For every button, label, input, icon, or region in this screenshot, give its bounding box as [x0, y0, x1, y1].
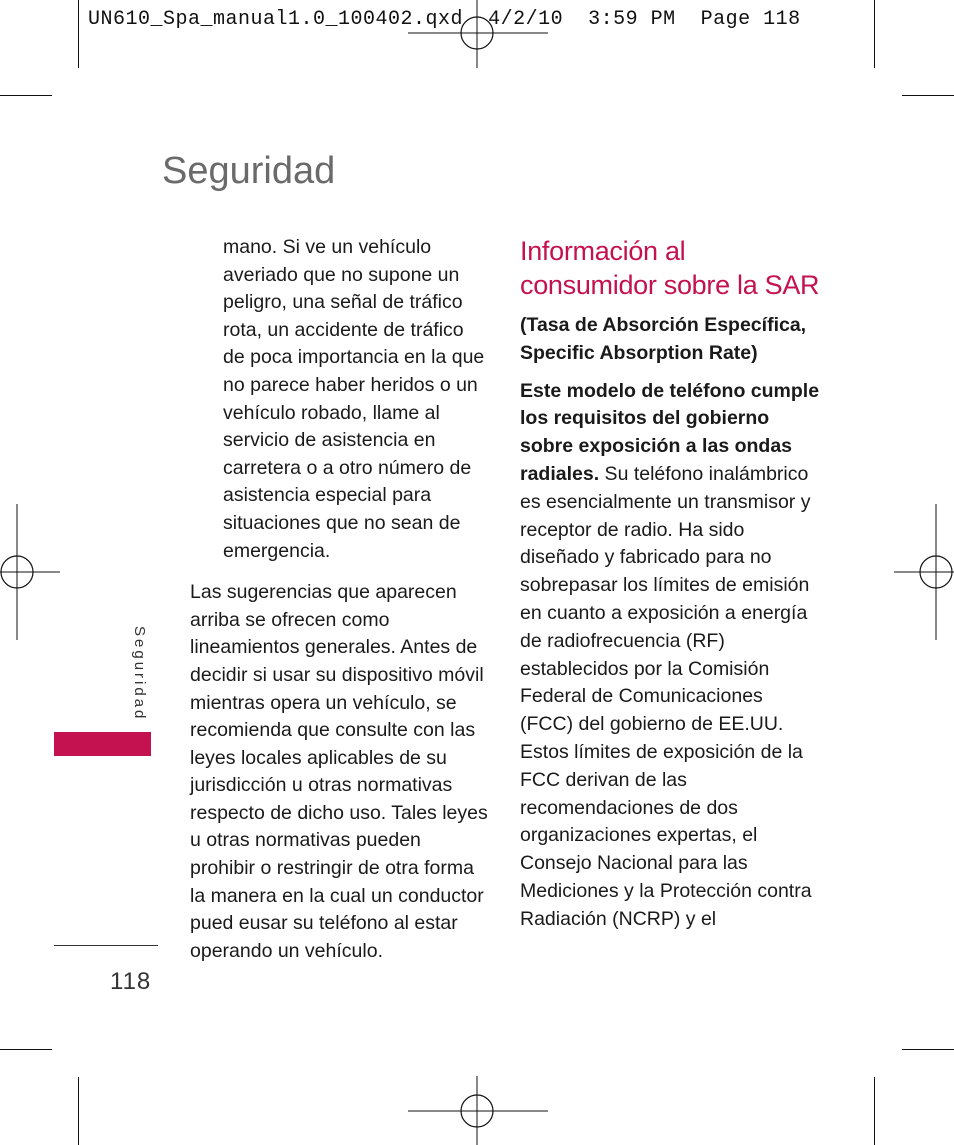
registration-mark-bottom-icon — [408, 1076, 548, 1145]
sar-body-text: Su teléfono inalámbrico es esencialmente un transmisor y receptor de radio. Ha sido diseñado y fabricado para no sobrepasar los límites de emisión en cuanto a exposición a energía de radiofrecuencia (RF) establecidos por la Comisión Federal de Comunicaciones (FCC) del gobierno de EE.UU. Estos límites de exposición de la FCC derivan de las recomendaciones de dos organizaciones expertas, el Consejo Nacional para las Mediciones y la Protección contra Radiación (NCRP) y el — [520, 462, 812, 930]
crop-mark-top-right-h — [902, 95, 954, 96]
page-title: Seguridad — [162, 150, 336, 192]
page-number-rule — [54, 945, 158, 946]
print-slug: UN610_Spa_manual1.0_100402.qxd 4/2/10 3:59 PM Page 118 — [88, 8, 801, 31]
registration-mark-right-icon — [894, 504, 954, 640]
sar-lead-text: Este modelo de teléfono cumple los requisitos del gobierno sobre exposición a las ondas radiales. — [520, 379, 820, 485]
crop-mark-bottom-right-h — [902, 1049, 954, 1050]
side-section-tab — [54, 732, 151, 756]
side-section-label: Seguridad — [131, 626, 148, 722]
continuation-text: mano. Si ve un vehículo averiado que no supone un peligro, una señal de tráfico rota, un accidente de tráfico de poca importancia en la que no parece haber heridos o un vehículo robado, llame al servicio de asistencia en carretera o a otro número de asistencia especial para situaciones que no sean de emergencia. — [223, 236, 485, 562]
page-number: 118 — [110, 968, 152, 995]
registration-mark-top-icon — [408, 0, 548, 70]
guidelines-paragraph: Las sugerencias que aparecen arriba se ofrecen como lineamientos generales. Antes de decidir si usar su dispositivo móvil mientras opera un vehículo, se recomienda que consulte con las leyes locales aplicables de su jurisdicción u otras normativas respecto de dicho uso. Tales leyes u otras normativas pueden prohibir o restringir de otra forma la manera en la cual un conductor pued eusar su teléfono al estar operando un vehículo. — [190, 581, 488, 962]
crop-mark-bottom-left-h — [0, 1049, 52, 1050]
section-heading: Información al consumidor sobre la SAR — [520, 236, 820, 300]
registration-mark-left-icon — [0, 504, 60, 640]
right-column — [520, 234, 820, 934]
crop-mark-top-left-v — [78, 0, 79, 68]
crop-mark-top-left-h — [0, 95, 52, 96]
section-subheading: (Tasa de Absorción Específica, Specific Absorption Rate) — [520, 314, 807, 364]
crop-mark-bottom-left-v — [78, 1077, 79, 1145]
sar-paragraph — [520, 378, 820, 934]
left-column — [190, 234, 490, 965]
crop-mark-top-right-v — [874, 0, 875, 68]
crop-mark-bottom-right-v — [874, 1077, 875, 1145]
